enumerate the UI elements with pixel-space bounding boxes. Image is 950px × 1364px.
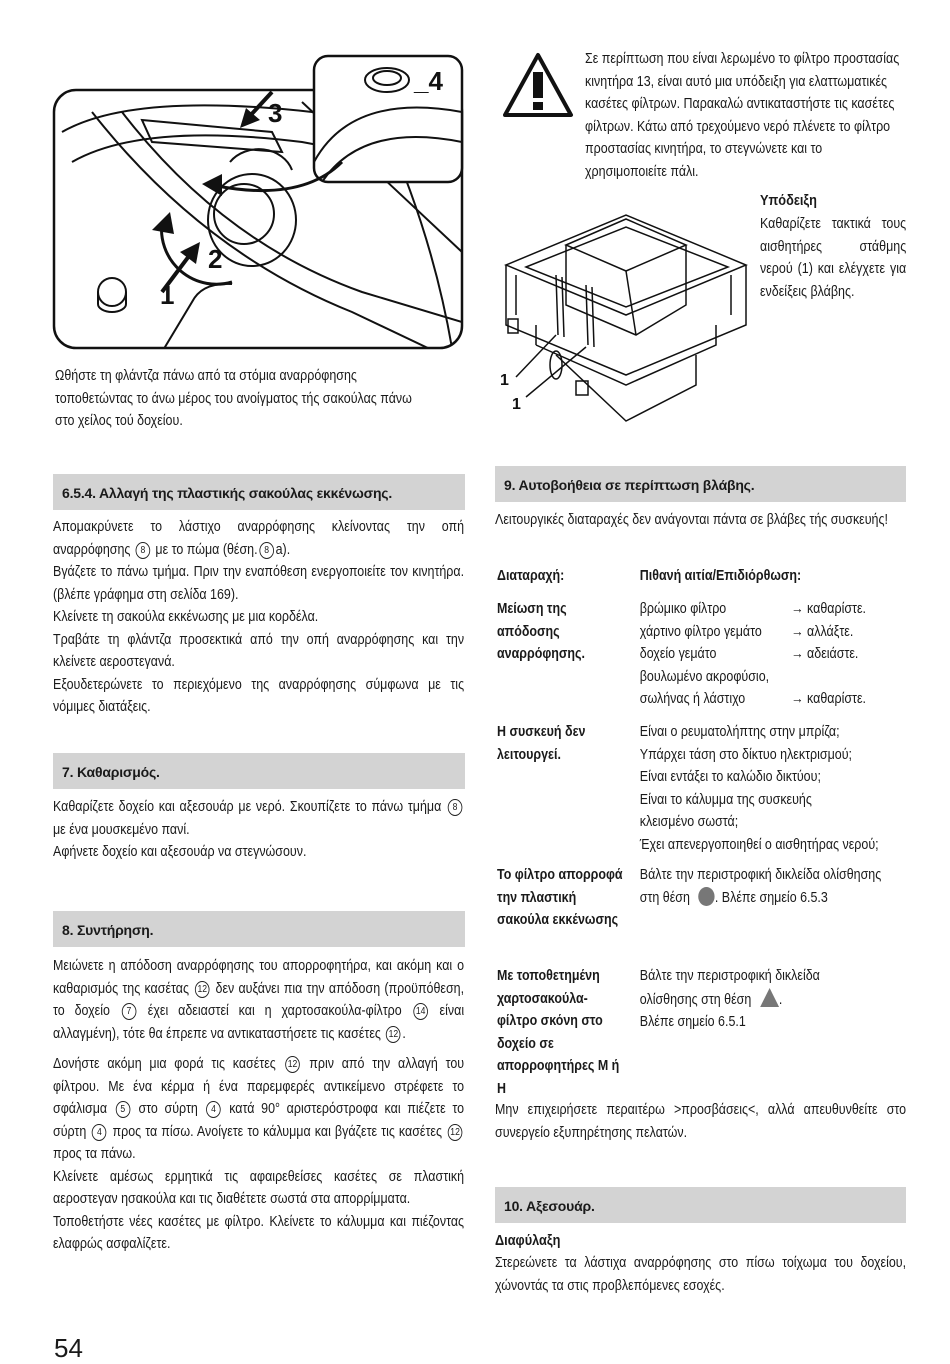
fault-row-2-causes [640,721,924,856]
section-7-title: 7. Καθαρισμός. [62,764,160,780]
fault-table [497,565,917,1097]
section-7-body [53,796,464,864]
section-8-title: 8. Συντήρηση. [62,922,154,938]
section-8-p2b: πριν από την αλλαγή του φίλτρου. Με ένα κέρμα ή ένα παρεμφερές αντικείμενο στρέφετε το σφάλισμα [53,1056,465,1117]
section-10-subtitle: Διαφύλαξη [495,1233,561,1249]
cause-line: δοχείο γεμάτο [639,646,717,662]
cause-line: Είναι ο ρευματολήπτης στην μπρίζα; [639,724,840,740]
figure-label-2: 2 [208,244,223,274]
fault-row-1-causes [640,598,915,711]
section-8-p2d: κατά 90° αριστερόστροφα και πιέζετε το σύρτη [53,1101,465,1140]
action-text: → καθαρίστε. [791,691,867,707]
action-text: → καθαρίστε. [791,601,867,617]
section-10-text: Στερεώνετε τα λάστιχα αναρρόφησης στο πίσω τοίχωμα του δοχείου, χώνοντάς τα στις προβλεπόμενες εσοχές. [495,1255,907,1294]
section-7-p1a: Καθαρίζετε δοχείο και αξεσουάρ με νερό. Σκουπίζετε το πάνω τμήμα [53,799,442,815]
section-8-p2c: στο σύρτη [138,1101,198,1117]
ref-12: 12 [285,1056,300,1073]
fault-row-1-label: Μείωση της απόδοσης αναρρόφησης. [497,601,585,662]
ref-8: 8 [136,542,151,559]
triangle-position-icon [760,988,779,1007]
cause-line: Είναι εντάξει το καλώδιο δικτύου; [639,769,821,785]
section-8-p3: Κλείνετε αμέσως ερμητικά τις αφαιρεθείσες κασέτες σε πλαστική αεροστεγαν ησακούλα και τις διαθέτετε σωστά στα απορρίμματα. [53,1168,465,1207]
fault-row-4-causes [640,965,846,1034]
warning-icon [502,52,574,118]
section-7-header [53,753,465,789]
sensor-label-1a: 1 [500,372,509,389]
section-8-p4: Τοποθετήστε νέες κασέτες με φίλτρο. Κλείνετε το κάλυμμα και πιέζοντας ελαφρώς ασφαλίζετε. [53,1213,465,1252]
cause-line: σωλήνας ή λάστιχο [639,691,746,707]
section-10-title: 10. Αξεσουάρ. [504,1198,595,1214]
circle-position-icon [699,887,715,906]
action-text: → αλλάξτε. [791,623,854,640]
note-text: Καθαρίζετε τακτικά τους αισθητήρες στάθμης νερού (1) και ελέγχετε για ενδείξεις βλάβης. [760,216,907,300]
ref-4: 4 [206,1101,221,1118]
section-654-p4: Τραβάτε τη φλάντζα προσεκτικά από την οπή αναρρόφησης και την κλείνετε αεροστεγανά. [53,631,465,670]
col-header-fault: Διαταραχή: [497,568,565,584]
ref-4: 4 [92,1124,107,1141]
section-8-header [53,911,465,947]
cause-line: βουλωμένο ακροφύσιο, [639,668,770,685]
section-9-outro: Μην επιχειρήσετε περαιτέρω >προσβάσεις<, αλλά απευθυνθείτε στο συνεργείο εξυπηρέτησης πελατών. [495,1102,907,1141]
ref-14: 14 [413,1003,428,1020]
fault-row-3-label: Το φίλτρο απορροφά την πλαστική σακούλα εκκένωσης [497,867,623,928]
section-654-p1b: με το πώμα (θέση. [155,541,258,558]
figure-label-3: 3 [268,98,283,128]
sensor-label-1b: 1 [512,396,521,413]
section-8-p1c: έχει αδειαστεί και η χαρτοσακούλα-φίλτρο [147,1003,402,1019]
section-654-p5: Εξουδετερώνετε το περιεχόμενο της αναρρόφησης σύμφωνα με τις νόμιμες διατάξεις. [53,676,465,715]
cause-line: βρώμικο φίλτρο [639,601,727,617]
figure-container-sensors [496,185,756,425]
page-number: 54 [54,1333,83,1363]
section-654-title: 6.5.4. Αλλαγή της πλαστικής σακούλας εκκένωσης. [62,485,393,501]
cause-line: Βάλτε την περιστροφική δικλείδα ολίσθησης στη θέση [639,867,882,906]
fault-row-2-label: Η συσκευή δεν λειτουργεί. [497,724,586,763]
section-654-p1a: Απομακρύνετε το λάστιχο αναρρόφησης κλείνοντας την οπή αναρρόφησης [53,519,465,558]
figure-label-1: 1 [160,280,175,310]
ref-12: 12 [448,1124,463,1141]
section-8-p1a: Μειώνετε η απόδοση αναρρόφησης του απορροφητήρα, και ακόμη και ο καθαρισμός της κασέτας [53,958,465,997]
figure-left-caption: Ωθήστε τη φλάντζα πάνω από τα στόμια αναρρόφησης τοποθετώντας το άνω μέρος του ανοίγματος τής σακούλας πάνω στο χείλος τού δοχείου. [55,368,412,429]
ref-8: 8 [259,542,274,559]
section-654-p1c: a). [275,541,291,558]
figure-label-4: _4 [414,66,443,96]
cause-line: Είναι το κάλυμμα της συσκευής [639,791,812,808]
section-8-body [53,955,464,1256]
section-10-header [495,1187,906,1223]
ref-12: 12 [386,1026,401,1043]
fault-row-4-label: Με τοποθετημένη χαρτοσακούλα-φίλτρο σκόνη στο δοχείο σε απορροφητήρες M ή H [497,968,620,1097]
cause-line: Βάλτε την περιστροφική δικλείδα ολίσθησης στη θέση [639,968,820,1008]
ref-7: 7 [122,1003,137,1020]
section-654-p2: Βγάζετε το πάνω τμήμα. Πριν την εναπόθεση ενεργοποιείτε τον κινητήρα. (βλέπε γράφημα στη σελίδα 169). [53,564,465,603]
section-7-p1b: με ένα μουσκεμένο πανί. [53,821,190,838]
section-8-p2f: προς τα πάνω. [53,1146,136,1162]
ref-12: 12 [195,981,210,998]
cause-line: . [778,991,783,1008]
cause-line: Υπάρχει τάση στο δίκτυο ηλεκτρισμού; [639,746,853,763]
section-7-p2: Αφήνετε δοχείο και αξεσουάρ να στεγνώσουν. [53,844,307,860]
col-header-cause: Πιθανή αιτία/Επιδιόρθωση: [639,568,802,584]
section-8-p1e: . [402,1025,406,1042]
section-8-p1d: είναι αλλαγμένη), τότε θα έπρεπε να αντικαταστήσετε τις κασέτες [53,1003,465,1042]
figure-filter-cassette [52,52,464,350]
warning-text: Σε περίπτωση που είναι λερωμένο το φίλτρο προστασίας κινητήρα 13, είναι αυτό μια υπόδειξη για ελαττωματικές κασέτες φίλτρων. Παρακαλώ αντικαταστήστε τις κασέτες φίλτρων. Κάτω από τρεχούμενο νερό πλένετε το φίλτρο προστασίας κινητήρα, το στεγνώνετε και το χρησιμοποιείτε πάλι. [585,51,900,180]
section-9-header [495,466,906,502]
section-654-body [53,516,464,719]
ref-5: 5 [115,1101,130,1118]
cause-line: Βλέπε σημείο 6.5.1 [639,1014,746,1030]
ref-8: 8 [448,799,463,816]
fault-row-3-causes [640,864,889,909]
section-654-p3: Κλείνετε τη σακούλα εκκένωσης με μια κορδέλα. [53,609,319,625]
cause-line: Έχει απενεργοποιηθεί ο αισθητήρας νερού; [639,836,879,853]
action-text: → αδειάστε. [791,646,859,662]
note-title: Υπόδειξη [760,193,817,209]
section-8-p2e: προς τα πίσω. Ανοίγετε το κάλυμμα και βγάζετε τις κασέτες [112,1123,442,1140]
section-8-p2a: Δονήστε ακόμη μια φορά τις κασέτες [53,1056,276,1072]
cause-line: χάρτινο φίλτρο γεμάτο [639,623,762,640]
cause-line: . Βλέπε σημείο 6.5.3 [714,889,828,906]
cause-line: κλεισμένο σωστά; [639,814,739,830]
section-9-intro: Λειτουργικές διαταραχές δεν ανάγονται πάντα σε βλάβες τής συσκευής! [495,512,888,528]
section-9-title: 9. Αυτοβοήθεια σε περίπτωση βλάβης. [504,477,755,493]
section-8-p1b: δεν αυξάνει πια την απόδοση (προϋπόθεση, το δοχείο [53,980,465,1019]
section-654-header [53,474,465,510]
